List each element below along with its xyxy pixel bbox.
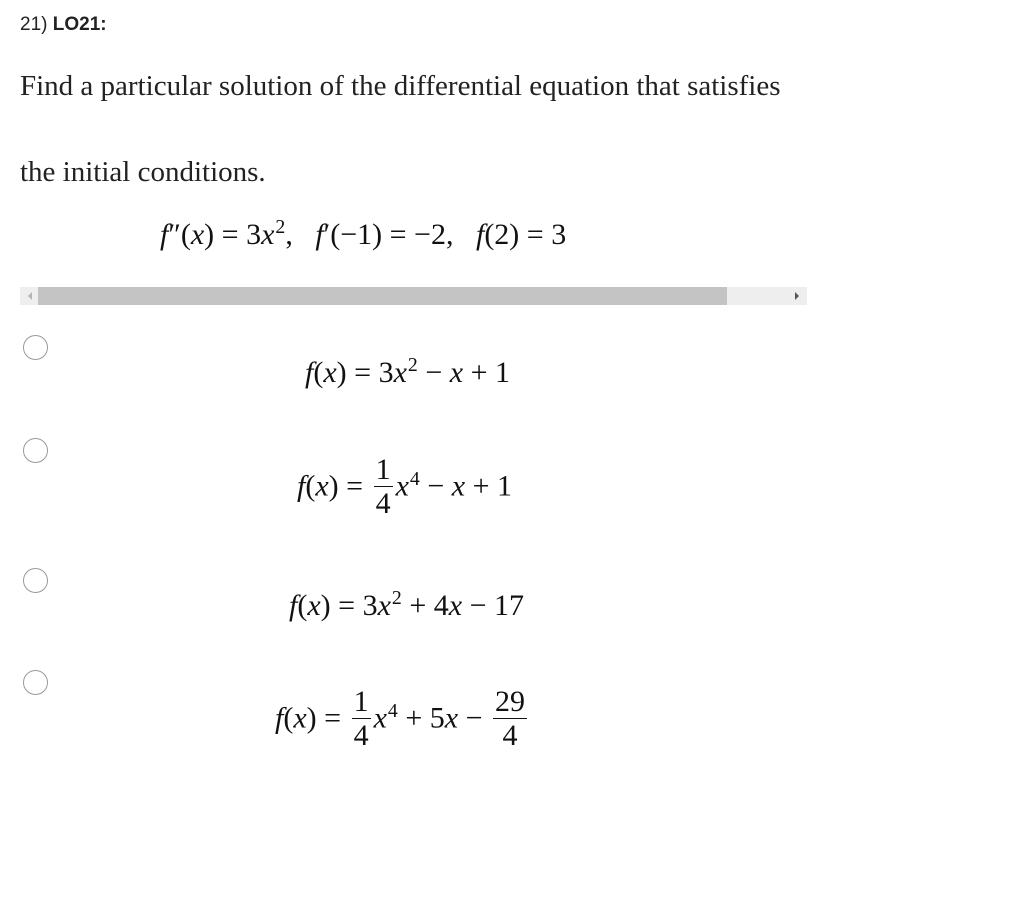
scrollbar-thumb[interactable] [38, 287, 727, 305]
option-3-radio[interactable] [23, 568, 48, 593]
option-3-label[interactable]: $f(x) = 3x^2 + 4x - 17$ [289, 587, 524, 622]
fraction-one-quarter: $\frac{1}{4}$ [353, 685, 369, 752]
equation-first-derivative-condition: f′(−1) = −2, [315, 218, 476, 251]
question-code: LO21: [52, 14, 107, 35]
question-prompt-line-1: Find a particular solution of the differential equation that satisfies [20, 70, 781, 102]
option-4-label[interactable]: f(x) = $\frac{1}{4}$ $x^4 + 5x$ − $\frac{29}{4}$ [275, 685, 525, 752]
fraction-twenty-nine-quarters: $\frac{29}{4}$ [494, 685, 525, 752]
option-1-radio[interactable] [23, 335, 48, 360]
question-number: 21) [20, 14, 48, 35]
fraction-one-quarter: $\frac{1}{4}$ [375, 453, 391, 520]
differential-equation [160, 218, 566, 252]
scroll-right-arrow-icon[interactable] [795, 292, 799, 300]
scroll-left-arrow-icon[interactable] [28, 292, 32, 300]
equation-function-condition: f(2) = 3 [475, 218, 567, 251]
option-1-label[interactable]: $f(x) = 3x^2 - x + 1$ [305, 354, 510, 389]
equation-second-derivative: $f''(x) = 3x^2$, [160, 216, 316, 251]
question-header [20, 14, 107, 36]
question-prompt-line-2: the initial conditions. [20, 156, 266, 188]
option-2-radio[interactable] [23, 438, 48, 463]
equation-horizontal-scrollbar[interactable] [20, 287, 807, 305]
option-4-radio[interactable] [23, 670, 48, 695]
option-2-label[interactable]: f(x) = $\frac{1}{4}$ $x^4 - x + 1$ [297, 453, 512, 520]
